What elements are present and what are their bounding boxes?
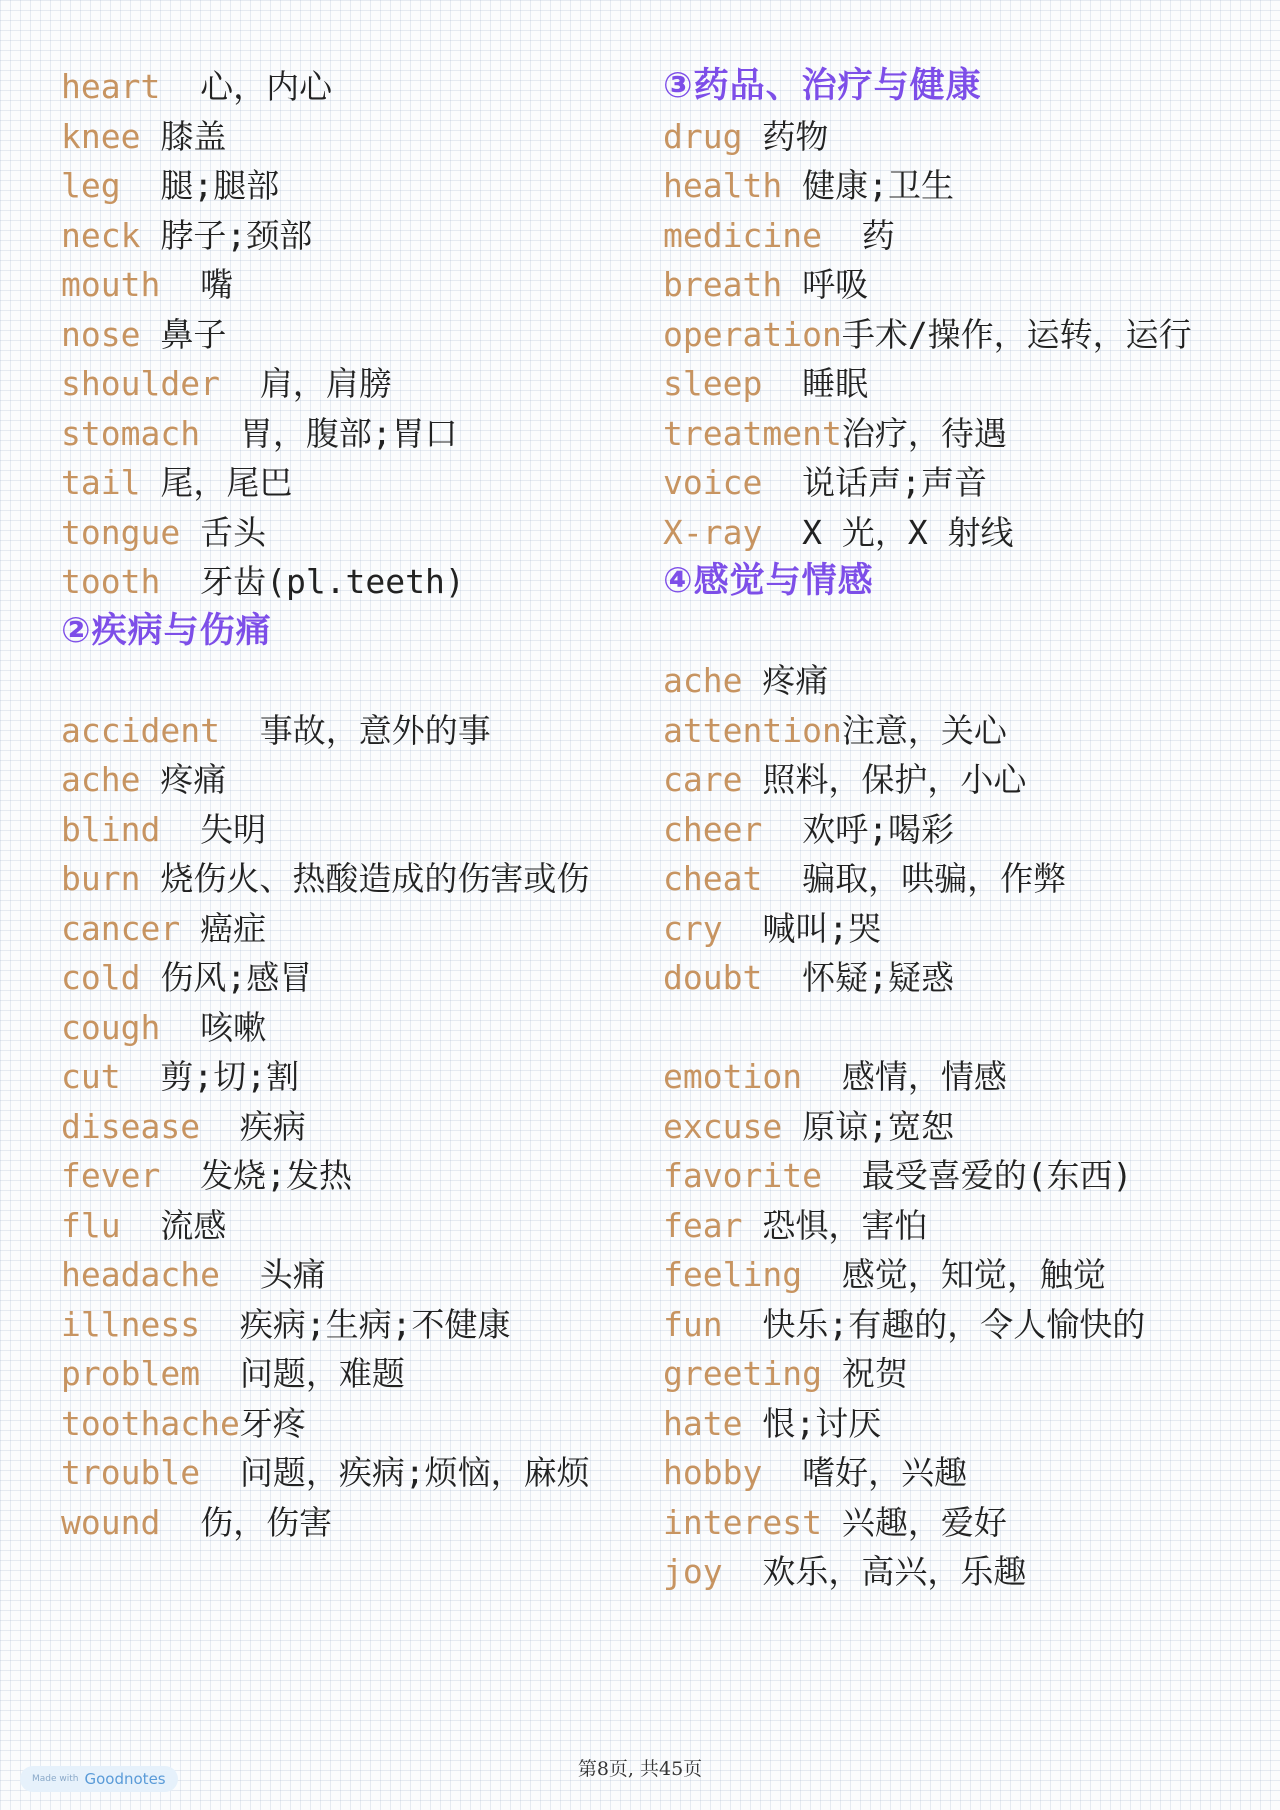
english-word: nose [61, 314, 141, 354]
english-word: cheer [663, 809, 763, 849]
chinese-meaning: 兴趣，爱好 [821, 1502, 1007, 1542]
english-word: voice [663, 463, 763, 502]
chinese-meaning: 牙齿(pl.teeth) [160, 562, 465, 601]
chinese-meaning: 心，内心 [160, 67, 333, 106]
vocab-entry [61, 161, 626, 211]
chinese-meaning: 药 [821, 215, 895, 255]
chinese-meaning: 腿;腿部 [120, 166, 280, 205]
vocab-entry [663, 260, 1228, 310]
chinese-meaning: 流感 [120, 1205, 227, 1245]
english-word: doubt [663, 958, 763, 997]
english-word: stomach [61, 413, 201, 453]
english-word: trouble [61, 1453, 201, 1492]
blank-line [663, 607, 1228, 657]
vocab-entry [61, 1201, 626, 1251]
chinese-meaning: 呼吸 [782, 265, 869, 304]
vocab-entry [61, 1448, 626, 1498]
english-word: tongue [61, 512, 181, 552]
chinese-meaning: 伤风;感冒 [140, 958, 313, 997]
english-word: flu [61, 1205, 121, 1245]
vocab-entry [61, 1349, 626, 1399]
chinese-meaning: 说话声;声音 [762, 463, 987, 502]
vocab-entry [61, 904, 626, 954]
vocab-entry [663, 409, 1228, 459]
chinese-meaning: 原谅;宽恕 [782, 1106, 954, 1146]
left-column [61, 62, 626, 1547]
english-word: hate [663, 1403, 743, 1443]
vocab-entry [61, 854, 626, 904]
vocab-entry [663, 1498, 1228, 1548]
chinese-meaning: 烧伤火、热酸造成的伤害或伤 [140, 859, 590, 898]
english-word: blind [61, 809, 161, 849]
vocab-entry [61, 112, 626, 162]
vocab-entry [663, 1448, 1228, 1498]
blank-line [61, 656, 626, 706]
vocab-entry [663, 904, 1228, 954]
right-column [663, 62, 1228, 1597]
english-word: problem [61, 1354, 201, 1393]
vocab-entry [61, 1102, 626, 1152]
english-word: cheat [663, 859, 763, 898]
vocab-entry [663, 1250, 1228, 1300]
chinese-meaning: 喊叫;哭 [722, 908, 882, 948]
english-word: cut [61, 1057, 121, 1096]
chinese-meaning: 快乐;有趣的，令人愉快的 [722, 1304, 1146, 1344]
english-word: X-ray [663, 512, 763, 552]
vocab-entry [663, 161, 1228, 211]
vocab-entry [663, 1399, 1228, 1449]
vocab-entry [61, 458, 626, 508]
vocab-entry [663, 458, 1228, 508]
english-word: fear [663, 1205, 743, 1245]
chinese-meaning: 恐惧，害怕 [742, 1205, 928, 1245]
english-word: shoulder [61, 364, 220, 403]
english-word: emotion [663, 1057, 803, 1096]
chinese-meaning: 照料，保护，小心 [742, 760, 1027, 799]
chinese-meaning: 嗜好，兴趣 [762, 1453, 968, 1492]
english-word: sleep [663, 364, 763, 403]
chinese-meaning: 欢乐，高兴，乐趣 [722, 1552, 1027, 1591]
chinese-meaning: 感觉，知觉，触觉 [802, 1255, 1106, 1294]
english-word: attention [663, 710, 842, 750]
english-word: breath [663, 265, 783, 304]
vocab-entry [61, 260, 626, 310]
chinese-meaning: 祝贺 [821, 1354, 908, 1393]
english-word: excuse [663, 1106, 783, 1146]
english-word: accident [61, 710, 220, 750]
chinese-meaning: 药物 [742, 116, 829, 156]
vocab-entry [663, 656, 1228, 706]
chinese-meaning: 疾病 [200, 1106, 306, 1146]
chinese-meaning: 注意，关心 [841, 710, 1007, 750]
vocab-entry [61, 1498, 626, 1548]
english-word: cold [61, 958, 141, 997]
page-number: 第8页, 共45页 [577, 1758, 703, 1780]
chinese-meaning: 癌症 [180, 908, 267, 948]
english-word: burn [61, 859, 141, 898]
chinese-meaning: 牙疼 [239, 1403, 306, 1443]
english-word: cough [61, 1007, 161, 1047]
english-word: health [663, 166, 783, 205]
chinese-meaning: X 光，X 射线 [762, 512, 1014, 552]
vocab-entry [61, 1250, 626, 1300]
chinese-meaning: 膝盖 [140, 116, 227, 156]
english-word: cancer [61, 908, 181, 948]
chinese-meaning: 肩，肩膀 [219, 364, 392, 403]
goodnotes-badge [20, 1766, 178, 1792]
chinese-meaning: 舌头 [180, 512, 267, 552]
english-word: headache [61, 1255, 220, 1294]
english-word: interest [663, 1502, 822, 1542]
english-word: tail [61, 463, 141, 502]
english-word: leg [61, 166, 121, 205]
vocab-entry [61, 1151, 626, 1201]
english-word: hobby [663, 1453, 763, 1492]
vocab-entry [61, 409, 626, 459]
english-word: joy [663, 1552, 723, 1591]
chinese-meaning: 剪;切;割 [120, 1057, 300, 1096]
chinese-meaning: 疼痛 [742, 661, 829, 700]
vocab-entry [61, 557, 626, 607]
vocab-entry [663, 1052, 1228, 1102]
vocab-entry [663, 953, 1228, 1003]
english-word: neck [61, 215, 141, 255]
vocab-entry [663, 1201, 1228, 1251]
vocab-entry [61, 706, 626, 756]
vocab-entry [61, 1052, 626, 1102]
chinese-meaning: 发烧;发热 [160, 1156, 352, 1195]
english-word: treatment [663, 413, 842, 453]
chinese-meaning: 事故，意外的事 [219, 710, 491, 750]
vocab-entry [663, 508, 1228, 558]
chinese-meaning: 感情，情感 [802, 1057, 1007, 1096]
chinese-meaning: 鼻子 [140, 314, 227, 354]
chinese-meaning: 问题，疾病;烦恼，麻烦 [200, 1453, 590, 1492]
chinese-meaning: 疾病;生病;不健康 [200, 1304, 511, 1344]
english-word: disease [61, 1106, 201, 1146]
chinese-meaning: 最受喜爱的(东西) [821, 1156, 1133, 1195]
chinese-meaning: 伤，伤害 [160, 1502, 333, 1542]
english-word: knee [61, 116, 141, 156]
vocab-entry [61, 508, 626, 558]
vocab-entry [663, 211, 1228, 261]
vocab-entry [663, 310, 1228, 360]
vocab-entry [61, 1003, 626, 1053]
vocab-entry [663, 805, 1228, 855]
vocab-entry [663, 1300, 1228, 1350]
vocab-entry [61, 310, 626, 360]
chinese-meaning: 治疗，待遇 [841, 413, 1007, 453]
english-word: illness [61, 1304, 201, 1344]
english-word: medicine [663, 215, 822, 255]
vocab-entry [61, 1399, 626, 1449]
english-word: fun [663, 1304, 723, 1344]
section-heading: ②疾病与伤痛 [61, 610, 272, 651]
vocab-entry [663, 1547, 1228, 1597]
vocab-entry [61, 953, 626, 1003]
english-word: toothache [61, 1403, 240, 1443]
chinese-meaning: 骗取，哄骗，作弊 [762, 859, 1067, 898]
vocab-entry [663, 706, 1228, 756]
english-word: greeting [663, 1354, 822, 1393]
vocab-entry [61, 211, 626, 261]
vocab-entry [663, 1151, 1228, 1201]
vocab-entry [663, 112, 1228, 162]
english-word: ache [61, 760, 141, 799]
chinese-meaning: 问题，难题 [200, 1354, 405, 1393]
chinese-meaning: 恨;讨厌 [742, 1403, 882, 1443]
chinese-meaning: 嘴 [160, 265, 234, 304]
chinese-meaning: 怀疑;疑惑 [762, 958, 954, 997]
english-word: mouth [61, 265, 161, 304]
english-word: cry [663, 908, 723, 948]
chinese-meaning: 手术/操作，运转，运行 [841, 314, 1192, 354]
chinese-meaning: 健康;卫生 [782, 166, 954, 205]
chinese-meaning: 尾，尾巴 [140, 463, 293, 502]
english-word: drug [663, 116, 743, 156]
english-word: ache [663, 661, 743, 700]
chinese-meaning: 脖子;颈部 [140, 215, 313, 255]
chinese-meaning: 欢呼;喝彩 [762, 809, 954, 849]
vocab-entry [663, 755, 1228, 805]
english-word: wound [61, 1502, 161, 1542]
vocab-entry [61, 1300, 626, 1350]
english-word: favorite [663, 1156, 822, 1195]
chinese-meaning: 咳嗽 [160, 1007, 267, 1047]
chinese-meaning: 头痛 [219, 1255, 326, 1294]
vocab-entry [663, 1102, 1228, 1152]
english-word: operation [663, 314, 842, 354]
chinese-meaning: 睡眠 [762, 364, 869, 403]
english-word: feeling [663, 1255, 803, 1294]
section-heading: ③药品、治疗与健康 [663, 66, 982, 106]
blank-line [663, 1003, 1228, 1053]
vocab-entry [61, 62, 626, 112]
vocab-entry [61, 755, 626, 805]
english-word: care [663, 760, 743, 799]
vocab-entry [663, 1349, 1228, 1399]
vocab-entry [663, 854, 1228, 904]
vocab-entry [61, 805, 626, 855]
english-word: tooth [61, 562, 161, 601]
vocab-entry [663, 359, 1228, 409]
chinese-meaning: 疼痛 [140, 760, 227, 799]
badge-made-with: Made with [32, 1774, 79, 1784]
badge-brand: Goodnotes [84, 1770, 166, 1788]
chinese-meaning: 失明 [160, 809, 267, 849]
english-word: fever [61, 1156, 161, 1195]
chinese-meaning: 胃，腹部;胃口 [200, 413, 458, 453]
section-heading: ④感觉与情感 [663, 561, 874, 601]
english-word: heart [61, 67, 161, 106]
vocab-entry [61, 359, 626, 409]
